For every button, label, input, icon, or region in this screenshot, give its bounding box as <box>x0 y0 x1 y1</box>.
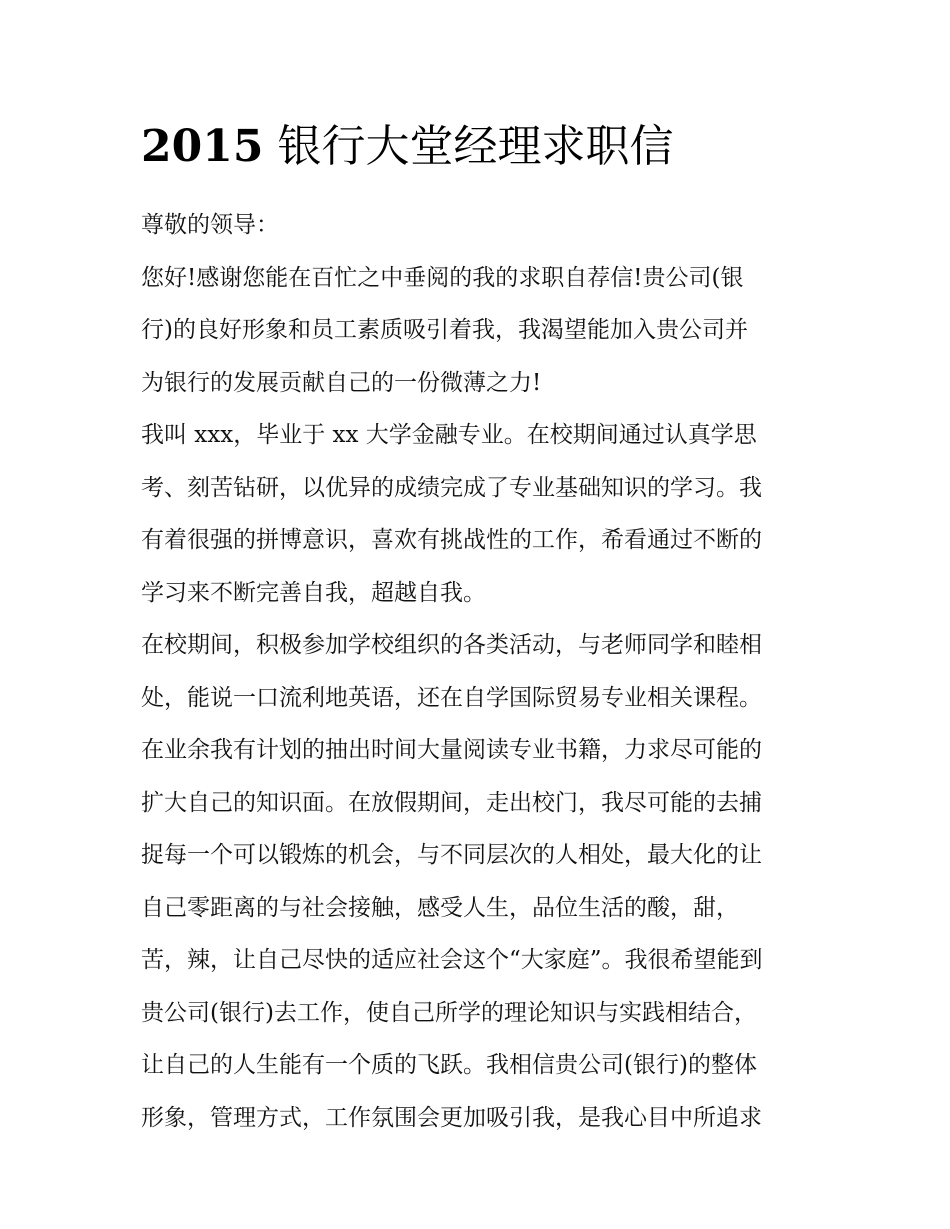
text-line: 为银行的发展贡献自己的一份微薄之力! <box>141 369 542 396</box>
text-line: 有着很强的拼博意识，喜欢有挑战性的工作，希看通过不断的 <box>141 527 762 553</box>
text-line: 让自己的人生能有一个质的飞跃。我相信贵公司(银行)的整体 <box>141 1052 757 1078</box>
text-line: 考、刻苦钻研，以优异的成绩完成了专业基础知识的学习。我 <box>141 474 762 501</box>
text-line: 在业余我有计划的抽出时间大量阅读专业书籍，力求尽可能的 <box>141 737 762 763</box>
text-line: 尊敬的领导： <box>141 212 279 238</box>
letter-body <box>141 199 821 1144</box>
title-text: 银行大堂经理求职信 <box>263 121 674 172</box>
text-line: 贵公司(银行)去工作，使自己所学的理论知识与实践相结合， <box>141 999 757 1026</box>
text-line: 扩大自己的知识面。在放假期间，走出校门，我尽可能的去捕 <box>141 789 762 816</box>
document-title <box>141 118 673 176</box>
text-line: 行)的良好形象和员工素质吸引着我，我渴望能加入贵公司并 <box>141 317 748 343</box>
text-line: 在校期间，积极参加学校组织的各类活动，与老师同学和睦相 <box>141 632 762 658</box>
text-line: 处，能说一口流利地英语，还在自学国际贸易专业相关课程。 <box>141 684 762 711</box>
text-line: 您好!感谢您能在百忙之中垂阅的我的求职自荐信!贵公司(银 <box>141 264 744 291</box>
title-year: 2015 <box>141 121 264 172</box>
text-line: 我叫 xxx，毕业于 xx 大学金融专业。在校期间通过认真学思 <box>141 422 757 448</box>
text-line: 捉每一个可以锻炼的机会，与不同层次的人相处，最大化的让 <box>141 842 762 868</box>
text-line: 苦，辣，让自己尽快的适应社会这个“大家庭”。我很希望能到 <box>141 947 763 973</box>
text-line: 自己零距离的与社会接触，感受人生，品位生活的酸，甜， <box>141 894 739 921</box>
text-line: 学习来不断完善自我，超越自我。 <box>141 579 486 606</box>
text-line: 形象，管理方式，工作氛围会更加吸引我，是我心目中所追求 <box>141 1104 762 1131</box>
